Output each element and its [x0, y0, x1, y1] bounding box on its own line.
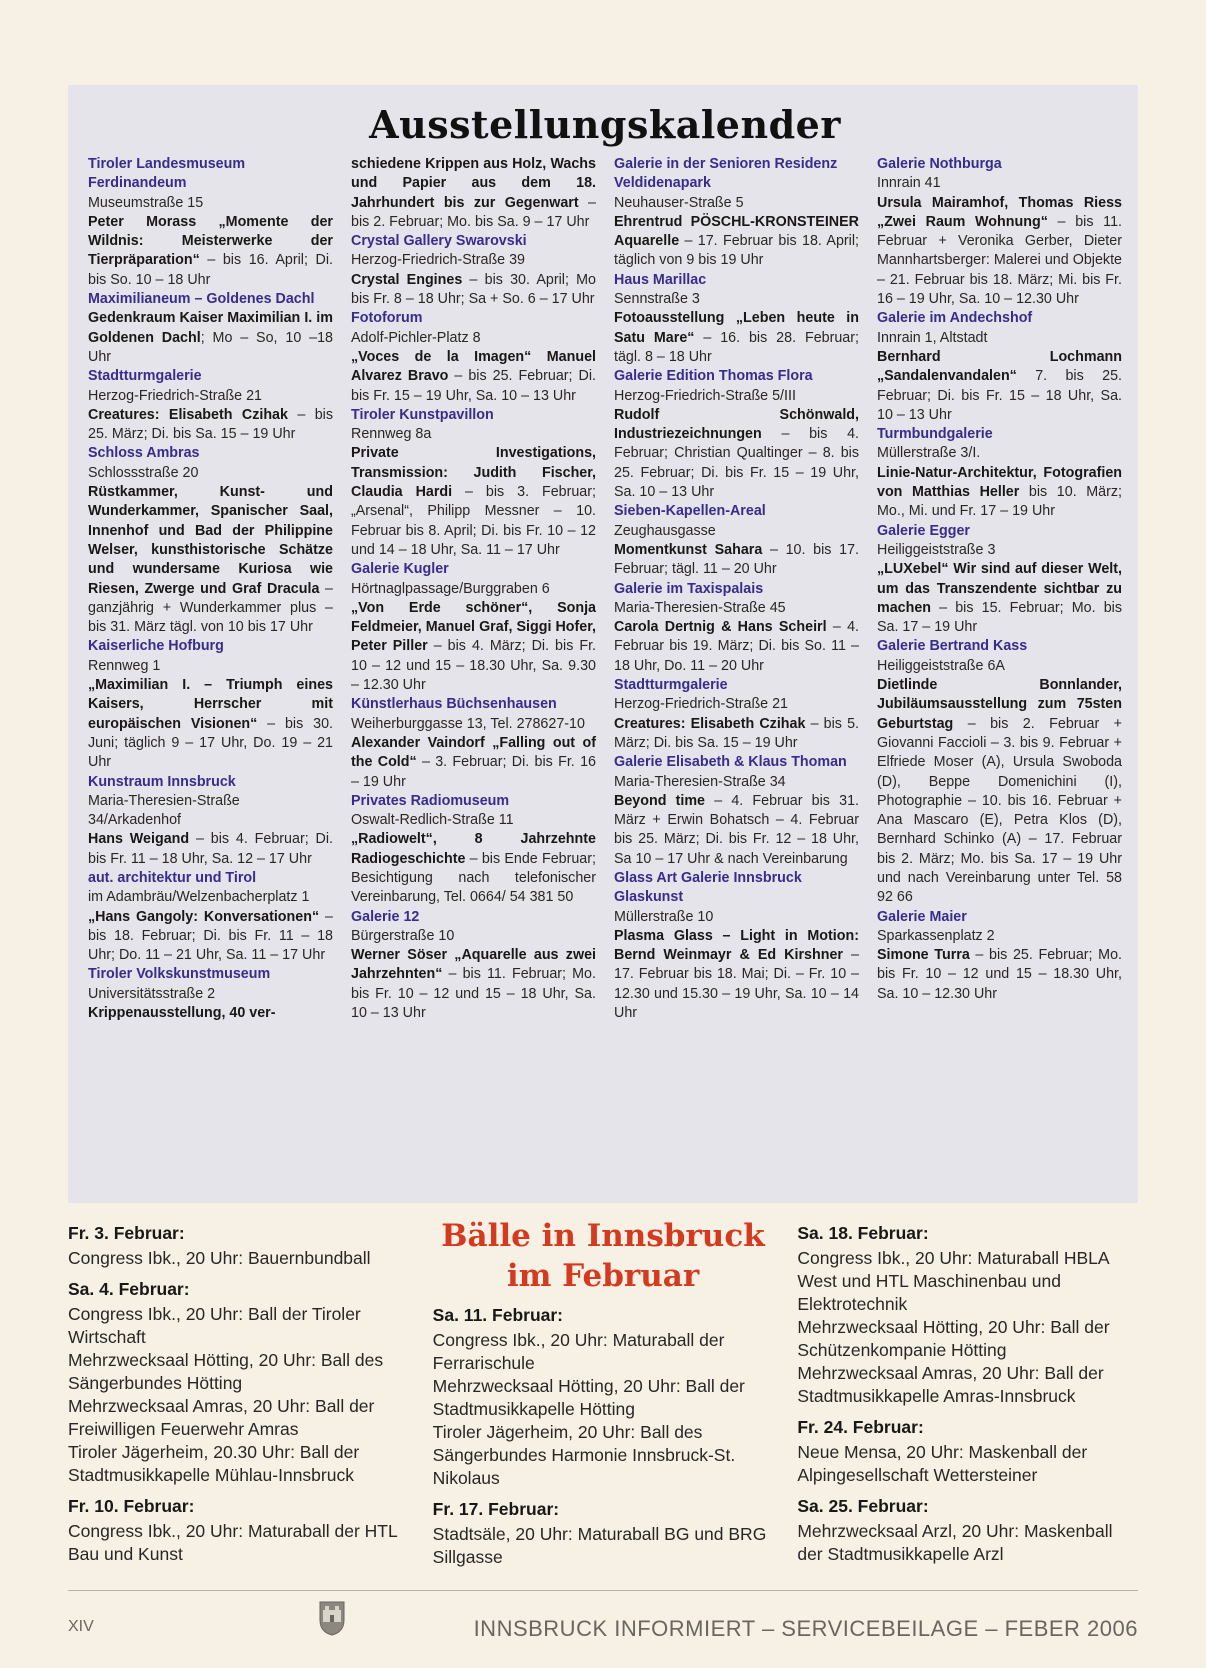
exhibition-dates: bis 10. März; Mo., Mi. und Fr. 17 – 19 Uhr — [877, 484, 1122, 520]
venue-address: Maria-Theresien-Straße 34/Arkadenhof — [88, 792, 240, 829]
venue-name: Galerie Nothburga — [877, 156, 1002, 172]
venue-address: Rennweg 8a — [351, 426, 432, 443]
exhibition-title: Carola Dertnig & Hans Scheirl — [614, 619, 827, 636]
exhibition-description — [614, 715, 859, 754]
exhibition-entry — [614, 676, 859, 753]
exhibition-description — [88, 406, 333, 445]
venue-address: Adolf-Pichler-Platz 8 — [351, 329, 481, 346]
exhibition-description — [351, 599, 596, 695]
exhibition-entry — [877, 522, 1122, 638]
exhibition-dates: 7. bis 25. Februar; Di. bis Fr. 15 – 18 Uhr, Sa. 10 – 13 Uhr — [877, 368, 1122, 423]
exhibition-entry — [614, 580, 859, 676]
exhibition-dates: – 4. Februar bis 31. März + Erwin Bohatsch – 4. Februar bis 25. März; Di. bis Fr. 12 – 18 Uhr, Sa 10 – 17 Uhr & nach Vereinbarung — [614, 792, 860, 867]
exhibition-entry — [351, 155, 596, 232]
exhibition-title: Private Investigations, Transmission: Judith Fischer, Claudia Hardi — [351, 445, 596, 501]
exhibition-dates: – 4. Februar bis 19. März; Di. bis So. 11 – 18 Uhr, Do. 11 – 20 Uhr — [614, 619, 859, 674]
calendar-column — [614, 155, 859, 1023]
exhibition-title: Creatures: Elisabeth Czihak — [614, 715, 806, 732]
ball-date: Fr. 17. Februar: — [432, 1499, 560, 1519]
exhibition-title: Dietlinde Bonnlander, Jubiläumsausstellung zum 75sten Geburtstag — [877, 677, 1122, 732]
exhibition-dates: – bis 2. Februar + Giovanni Faccioli – 3. bis 9. Februar + Elfriede Moser (A), Ursula Swoboda (D), Beppe Domenichini (I), Photographie – 10. bis 16. Februar + Ana Mascaro (E), Petra Klos (D), Bernhard Schinko (A) – 17. Februar bis 2. März; Mo. bis Sa. 17 – 19 Uhr und nach Vereinbarung unter Tel. 58 92 66 — [877, 715, 1122, 906]
exhibition-description — [877, 560, 1122, 637]
venue-name: Tiroler Volkskunstmuseum — [88, 966, 271, 983]
exhibition-dates: – bis 30. Juni; täglich 9 – 17 Uhr, Do. 19 – 21 Uhr — [88, 715, 333, 771]
venue-name: Galerie Maier — [877, 908, 967, 925]
ball-event: Congress Ibk., 20 Uhr: Maturaball HBLA West und HTL Maschinenbau und Elektrotechnik — [797, 1248, 1109, 1314]
venue-name: Galerie Egger — [877, 522, 970, 539]
venue-address: Schlossstraße 20 — [88, 464, 199, 481]
exhibition-dates: – bis 3. Februar; „Arsenal“, Philipp Messner – 10. Februar bis 8. April; Di. bis Fr. 10 – 12 und 14 – 18 Uhr, Sa. 11 – 17 Uhr — [351, 484, 596, 558]
exhibition-dates: – bis 25. Februar; Di. bis Fr. 15 – 19 Uhr, Sa. 10 – 13 Uhr — [351, 368, 597, 404]
exhibition-entry — [877, 425, 1122, 521]
exhibition-title: Rüstkammer, Kunst- und Wunderkammer, Spanischer Saal, Innenhof und Bad der Philippine Welser, kunsthistorische Schätze und wundersame Kuriosa wie Riesen, Zwerge und Graf Dracula — [88, 484, 333, 597]
exhibition-entry — [88, 444, 333, 637]
venue-name: Schloss Ambras — [88, 445, 200, 462]
exhibition-dates: – bis 11. Februar + Veronika Gerber, Dieter Mannhartsberger: Malerei und Objekte – 21. Februar bis 18. März; Mi. bis Fr. 16 – 19 Uhr, Sa. 10 – 12.30 Uhr — [877, 213, 1122, 308]
exhibition-entry — [88, 965, 333, 1023]
exhibition-dates: – 17. Februar bis 18. April; täglich von 9 bis 19 Uhr — [614, 233, 859, 269]
venue-address: Heiliggeiststraße 6A — [877, 657, 1005, 674]
venue-address: Neuhauser-Straße 5 — [614, 194, 744, 211]
venue-address: Sparkassenplatz 2 — [877, 927, 995, 944]
venue-address: Maria-Theresien-Straße 45 — [614, 599, 786, 616]
exhibition-entry — [877, 155, 1122, 309]
exhibition-description — [614, 541, 859, 580]
exhibition-description — [877, 946, 1122, 1004]
exhibition-title: Fotoausstellung „Leben heute in Satu Mare“ — [614, 310, 859, 346]
venue-address: Museumstraße 15 — [88, 194, 204, 211]
venue-name: Stadtturmgalerie — [88, 368, 202, 385]
exhibition-title: Beyond time — [614, 792, 706, 809]
exhibition-title: Rudolf Schönwald, Industriezeichnungen — [614, 406, 859, 443]
exhibition-title: Werner Söser „Aquarelle aus zwei Jahrzehnten“ — [351, 947, 596, 983]
venue-name: Tiroler Kunstpavillon — [351, 406, 494, 423]
venue-name: Fotoforum — [351, 310, 423, 327]
venue-name: Crystal Gallery Swarovski — [351, 233, 527, 250]
venue-address: Herzog-Friedrich-Straße 5/III — [614, 387, 796, 404]
exhibition-title: „Maximilian I. – Triumph eines Kaisers, Herrscher mit europäischen Visionen“ — [88, 677, 333, 732]
exhibition-description — [877, 676, 1122, 908]
venue-name: Galerie Kugler — [351, 561, 449, 578]
exhibition-entry — [351, 792, 596, 908]
exhibition-title: „Von Erde schöner“, Sonja Feldmeier, Manuel Graf, Siggi Hofer, Peter Piller — [351, 599, 596, 655]
ball-date: Sa. 11. Februar: — [432, 1305, 564, 1325]
exhibition-dates: – bis 25. März; Di. bis Sa. 15 – 19 Uhr — [88, 406, 333, 443]
venue-name: Stadtturmgalerie — [614, 677, 728, 694]
venue-address: Müllerstraße 10 — [614, 908, 714, 925]
exhibition-title: „Voces de la Imagen“ Manuel Alvarez Bravo — [351, 348, 596, 385]
exhibition-entry — [877, 637, 1122, 907]
venue-address: Rennweg 1 — [88, 657, 161, 674]
exhibition-dates: – bis 4. Februar; Christian Qualtinger – 8. bis 25. Februar; Di. bis Fr. 15 – 19 Uhr, Sa. 10 – 13 Uhr — [614, 426, 859, 501]
publication-title: INNSBRUCK INFORMIERT – SERVICEBEILAGE – FEBER 2006 — [473, 1616, 1138, 1641]
exhibition-entry — [88, 773, 333, 869]
calendar-title: Ausstellungskalender — [369, 102, 841, 147]
exhibition-entry — [877, 309, 1122, 425]
exhibition-dates: – 3. Februar; Di. bis Fr. 16 – 19 Uhr — [351, 754, 596, 790]
exhibition-description — [614, 309, 859, 367]
venue-address: Innrain 1, Altstadt — [877, 329, 988, 346]
balls-column-body — [433, 1304, 774, 1569]
exhibition-dates: – 16. bis 28. Februar; tägl. 8 – 18 Uhr — [614, 329, 859, 365]
exhibition-entry — [88, 290, 333, 367]
ball-event: Congress Ibk., 20 Uhr: Maturaball der HTL Bau und Kunst — [68, 1521, 398, 1564]
ball-event: Mehrzwecksaal Arzl, 20 Uhr: Maskenball der Stadtmusikkapelle Arzl — [797, 1521, 1113, 1564]
venue-name: Kunstraum Innsbruck — [88, 773, 236, 790]
exhibition-entry — [614, 753, 859, 869]
exhibition-title: Linie-Natur-Architektur, Fotografien von Matthias Heller — [877, 464, 1122, 501]
exhibition-title: „Radiowelt“, 8 Jahrzehnte Radiogeschichte — [351, 831, 596, 867]
exhibition-entry — [351, 908, 596, 1024]
venue-name: Sieben-Kapellen-Areal — [614, 503, 766, 520]
exhibition-dates: – bis 30. April; Mo bis Fr. 8 – 18 Uhr; Sa + So. 6 – 17 Uhr — [351, 271, 596, 308]
exhibition-title: „Hans Gangoly: Konversationen“ — [88, 908, 320, 925]
exhibition-dates: ; Mo – So, 10 –18 Uhr — [88, 329, 333, 365]
exhibition-entry — [614, 367, 859, 502]
exhibition-description — [88, 830, 333, 869]
venue-name: Turmbundgalerie — [877, 426, 993, 443]
ball-event: Congress Ibk., 20 Uhr: Ball der Tiroler Wirtschaft — [68, 1304, 361, 1347]
exhibition-title: Alexander Vaindorf „Falling out of the Cold“ — [351, 734, 596, 771]
venue-name: Galerie Edition Thomas Flora — [614, 368, 813, 385]
exhibition-dates: – ganzjährig + Wunderkammer plus – bis 31. März tägl. von 10 bis 17 Uhr — [88, 580, 333, 636]
exhibition-dates: – bis Ende Februar; Besichtigung nach telefonischer Vereinbarung, Tel. 0664/ 54 381 50 — [351, 850, 596, 906]
exhibition-entry — [351, 695, 596, 791]
exhibition-dates: – bis 18. Februar; Di. bis Fr. 11 – 18 Uhr; Do. 11 – 21 Uhr, Sa. 11 – 17 Uhr — [88, 908, 333, 964]
exhibition-entry — [351, 560, 596, 695]
venue-name: Galerie im Taxispalais — [614, 580, 764, 597]
venue-address: Bürgerstraße 10 — [351, 927, 455, 944]
ball-date: Sa. 25. Februar: — [797, 1496, 929, 1516]
exhibition-entry — [88, 637, 333, 772]
exhibition-dates: – bis 15. Februar; Mo. bis Sa. 17 – 19 Uhr — [877, 599, 1122, 636]
exhibition-title: Peter Morass „Momente der Wildnis: Meisterwerke der Tierpräparation“ — [88, 213, 333, 269]
exhibition-title: Bernhard Lochmann „Sandalenvandalen“ — [877, 348, 1122, 385]
venue-name: Galerie im Andechshof — [877, 310, 1033, 327]
exhibition-description — [88, 908, 333, 966]
exhibition-title: Crystal Engines — [351, 271, 463, 288]
exhibition-title: Plasma Glass – Light in Motion: Bernd Weinmayr & Ed Kirshner — [614, 927, 859, 964]
exhibition-entry — [614, 502, 859, 579]
venue-address: Innrain 41 — [877, 175, 941, 192]
ball-event: Tiroler Jägerheim, 20 Uhr: Ball des Sängerbundes Harmonie Innsbruck-St. Nikolaus — [432, 1422, 736, 1488]
exhibition-title: Hans Weigand — [88, 831, 190, 848]
ball-event: Mehrzwecksaal Hötting, 20 Uhr: Ball der Stadtmusikkapelle Hötting — [432, 1376, 745, 1419]
venue-address: im Adambräu/Welzenbacherplatz 1 — [88, 889, 310, 906]
venue-name: Künstlerhaus Büchsenhausen — [351, 696, 557, 713]
balls-title — [433, 1216, 774, 1296]
ball-date: Fr. 10. Februar: — [68, 1496, 195, 1516]
venue-address: Herzog-Friedrich-Straße 39 — [351, 252, 525, 269]
calendar-columns — [88, 155, 1122, 1023]
ball-date: Fr. 3. Februar: — [68, 1223, 185, 1243]
venue-name: Galerie in der Senioren Residenz Veldidenapark — [614, 156, 838, 192]
venue-address: Hörtnaglpassage/Burggraben 6 — [351, 580, 550, 597]
venue-name: Galerie 12 — [351, 908, 420, 925]
exhibition-entry — [88, 367, 333, 444]
balls-column — [68, 1222, 409, 1562]
balls-title-line: Bälle in Innsbruck — [441, 1218, 765, 1254]
city-crest-icon — [318, 1600, 346, 1636]
ball-date: Sa. 4. Februar: — [68, 1279, 190, 1299]
exhibition-calendar — [68, 85, 1138, 1203]
exhibition-title: Krippenausstellung, 40 ver- — [88, 1005, 276, 1022]
exhibition-entry — [88, 155, 333, 290]
venue-name: Privates Radiomuseum — [351, 792, 510, 809]
exhibition-title: Ehrentrud PÖSCHL-KRONSTEINER Aquarelle — [614, 213, 859, 250]
exhibition-dates: – bis 16. April; Di. bis So. 10 – 18 Uhr — [88, 252, 333, 288]
venue-name: Maximilianeum – Goldenes Dachl — [88, 291, 315, 308]
venue-address: Universitätsstraße 2 — [88, 985, 216, 1002]
exhibition-description — [88, 483, 333, 637]
exhibition-title: Simone Turra — [877, 947, 970, 964]
exhibition-entry — [614, 271, 859, 367]
balls-column — [797, 1222, 1138, 1562]
exhibition-description — [351, 348, 596, 406]
exhibition-entry — [351, 406, 596, 560]
exhibition-description — [614, 927, 859, 1023]
venue-name: aut. architektur und Tirol — [88, 869, 257, 886]
exhibition-entry — [351, 309, 596, 405]
exhibition-title: Momentkunst Sahara — [614, 541, 763, 558]
exhibition-description — [614, 213, 859, 271]
venue-address: Maria-Theresien-Straße 34 — [614, 773, 786, 790]
exhibition-description — [877, 194, 1122, 310]
balls-column — [432, 1218, 774, 1567]
exhibition-title: schiedene Krippen aus Holz, Wachs und Papier aus dem 18. Jahrhundert bis zur Gegenwart — [351, 156, 596, 211]
exhibition-entry — [88, 869, 333, 965]
exhibition-title: „LUXebel“ Wir sind auf dieser Welt, um das Transzendente sichtbar zu machen — [877, 561, 1122, 616]
ball-event: Congress Ibk., 20 Uhr: Maturaball der Ferrarischule — [432, 1330, 725, 1373]
venue-name: Galerie Bertrand Kass — [877, 638, 1028, 655]
venue-name: Galerie Elisabeth & Klaus Thoman — [614, 754, 847, 771]
venue-name: Tiroler Landesmuseum Ferdinandeum — [88, 156, 246, 192]
venue-address: Herzog-Friedrich-Straße 21 — [88, 387, 262, 404]
venue-address: Sennstraße 3 — [614, 291, 700, 308]
exhibition-dates: – bis 4. Februar; Di. bis Fr. 11 – 18 Uhr, Sa. 12 – 17 Uhr — [88, 831, 333, 867]
balls-section — [68, 1218, 1138, 1567]
exhibition-title: Ursula Mairamhof, Thomas Riess „Zwei Raum Wohnung“ — [877, 194, 1122, 230]
exhibition-description — [877, 464, 1122, 522]
exhibition-description — [88, 676, 333, 772]
balls-title-line: im Februar — [506, 1258, 700, 1294]
ball-event: Mehrzwecksaal Hötting, 20 Uhr: Ball der Schützenkompanie Hötting — [797, 1317, 1110, 1360]
exhibition-entry — [614, 869, 859, 1023]
exhibition-description — [88, 309, 333, 367]
ball-date: Sa. 18. Februar: — [797, 1223, 929, 1243]
ball-event: Congress Ibk., 20 Uhr: Bauernbundball — [68, 1248, 371, 1268]
venue-address: Müllerstraße 3/I. — [877, 445, 981, 462]
exhibition-description — [351, 444, 596, 560]
footer-divider — [68, 1590, 1138, 1591]
exhibition-dates: – 17. Februar bis 18. Mai; Di. – Fr. 10 – 12.30 und 15.30 – 19 Uhr, Sa. 10 – 14 Uhr — [614, 947, 859, 1022]
ball-event: Tiroler Jägerheim, 20.30 Uhr: Ball der Stadtmusikkapelle Mühlau-Innsbruck — [68, 1442, 360, 1485]
venue-address: Zeughausgasse — [614, 522, 716, 539]
exhibition-description — [614, 406, 859, 502]
ball-event: Stadtsäle, 20 Uhr: Maturaball BG und BRG Sillgasse — [432, 1524, 767, 1567]
ball-event: Mehrzwecksaal Hötting, 20 Uhr: Ball des Sängerbundes Hötting — [68, 1350, 384, 1393]
page-number: XIV — [68, 1618, 94, 1635]
exhibition-description — [351, 271, 596, 310]
exhibition-dates: – bis 11. Februar; Mo. bis Fr. 10 – 12 und 15 – 18 Uhr, Sa. 10 – 13 Uhr — [351, 966, 596, 1022]
exhibition-dates: – bis 2. Februar; Mo. bis Sa. 9 – 17 Uhr — [351, 194, 596, 230]
exhibition-description — [351, 155, 596, 232]
calendar-column — [877, 155, 1122, 1023]
exhibition-dates: – bis 25. Februar; Mo. bis Fr. 10 – 12 und 15 – 18.30 Uhr, Sa. 10 – 12.30 Uhr — [877, 947, 1123, 1002]
exhibition-entry — [877, 908, 1122, 1004]
exhibition-description — [614, 792, 859, 869]
venue-name: Glass Art Galerie Innsbruck Glaskunst — [614, 869, 802, 906]
exhibition-title: Creatures: Elisabeth Czihak — [88, 406, 288, 423]
exhibition-description — [877, 348, 1122, 425]
ball-event: Neue Mensa, 20 Uhr: Maskenball der Alpingesellschaft Wettersteiner — [797, 1442, 1088, 1485]
exhibition-description — [351, 946, 596, 1023]
venue-name: Haus Marillac — [614, 271, 707, 288]
venue-address: Herzog-Friedrich-Straße 21 — [614, 696, 788, 713]
exhibition-dates: – 10. bis 17. Februar; tägl. 11 – 20 Uhr — [614, 541, 859, 578]
exhibition-description — [88, 213, 333, 290]
exhibition-title: Gedenkraum Kaiser Maximilian I. im Goldenen Dachl — [88, 310, 333, 346]
ball-date: Fr. 24. Februar: — [797, 1417, 924, 1437]
exhibition-description — [614, 618, 859, 676]
venue-name: Kaiserliche Hofburg — [88, 638, 224, 655]
venue-address: Heiliggeiststraße 3 — [877, 541, 996, 558]
ball-event: Mehrzwecksaal Amras, 20 Uhr: Ball der Stadtmusikkapelle Amras-Innsbruck — [797, 1363, 1104, 1406]
exhibition-description — [88, 1004, 333, 1023]
venue-address: Weiherburggasse 13, Tel. 278627-10 — [351, 715, 585, 732]
exhibition-description — [351, 830, 596, 907]
calendar-column — [88, 155, 333, 1023]
exhibition-entry — [351, 232, 596, 309]
venue-address: Oswalt-Redlich-Straße 11 — [351, 812, 514, 829]
exhibition-entry — [614, 155, 859, 271]
exhibition-dates: – bis 4. März; Di. bis Fr. 10 – 12 und 15 – 18.30 Uhr, Sa. 9.30 – 12.30 Uhr — [351, 638, 597, 694]
ball-event: Mehrzwecksaal Amras, 20 Uhr: Ball der Freiwilligen Feuerwehr Amras — [68, 1396, 375, 1439]
exhibition-description — [351, 734, 596, 792]
exhibition-dates: – bis 5. März; Di. bis Sa. 15 – 19 Uhr — [614, 715, 859, 751]
calendar-column — [351, 155, 596, 1023]
